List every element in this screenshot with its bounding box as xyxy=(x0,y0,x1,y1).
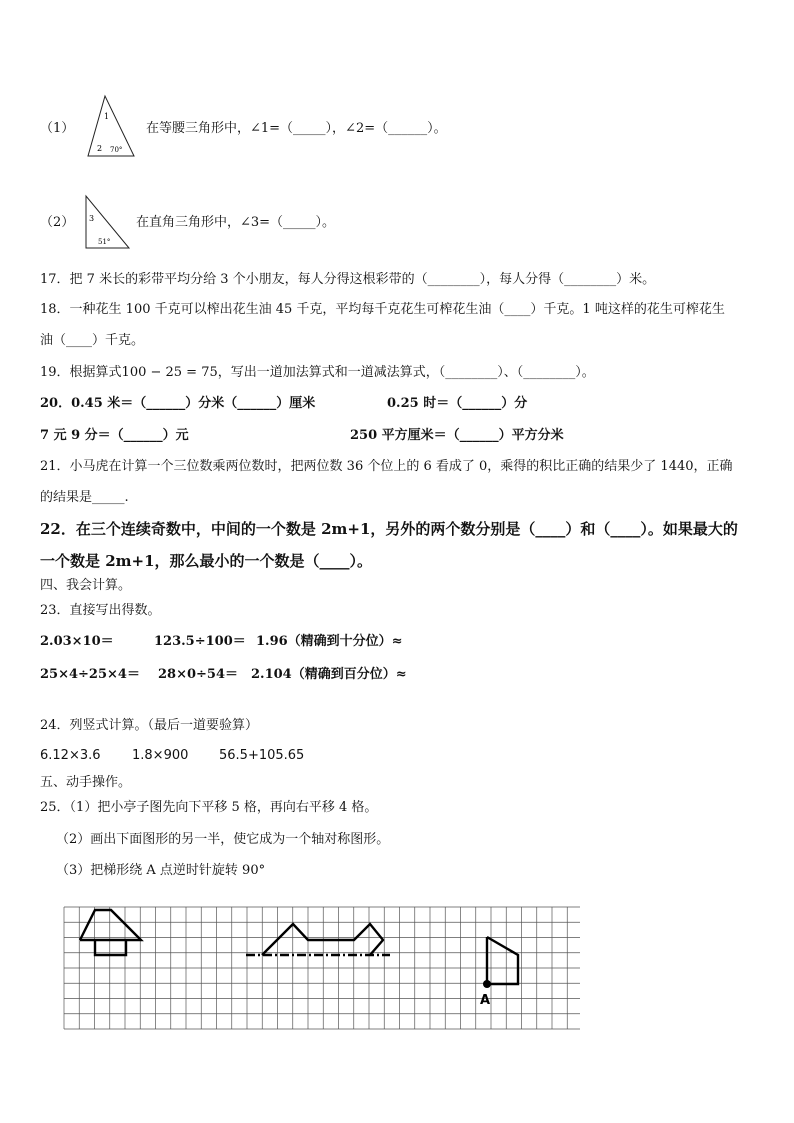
q23-title: 23．直接写出得数。 xyxy=(40,603,161,618)
q25-part-2: （2）画出下面图形的另一半，使它成为一个轴对称图形。 xyxy=(56,832,390,847)
angle-3-label: 3 xyxy=(89,214,95,223)
fig2-index: （2） xyxy=(40,215,75,230)
q20-part-d: 250 平方厘米＝（______）平方分米 xyxy=(350,428,564,443)
angle-70-label: 70° xyxy=(110,146,123,154)
drawing-grid xyxy=(64,907,580,1029)
q21-line2: 的结果是_____. xyxy=(40,490,129,505)
q24-item-2: 1.8×900 xyxy=(132,748,189,763)
q23-r2-c2: 28×0÷54＝ xyxy=(158,667,239,682)
isosceles-triangle-figure xyxy=(84,92,144,162)
q22-line1: 22．在三个连续奇数中，中间的一个数是 2m+1，另外的两个数分别是（____）和（____）。如果最大的 xyxy=(40,520,738,538)
half-figure xyxy=(262,924,383,955)
q18-line2: 油（____）千克。 xyxy=(40,333,145,348)
pavilion-figure xyxy=(80,910,141,955)
q20-part-a: 20．0.45 米＝（______）分米（______）厘米 xyxy=(40,396,316,411)
q18-line1: 18．一种花生 100 千克可以榨出花生油 45 千克，平均每千克花生可榨花生油（____）千克。1 吨这样的花生可榨花生 xyxy=(40,302,725,317)
section-4-heading: 四、我会计算。 xyxy=(40,578,132,593)
q20-part-b: 0.25 时＝（______）分 xyxy=(387,396,528,411)
q23-r1-c3: 1.96（精确到十分位）≈ xyxy=(256,634,403,649)
q23-r2-c3: 2.104（精确到百分位）≈ xyxy=(251,667,407,682)
grid-lines xyxy=(64,907,580,1029)
q19-text: 19．根据算式100 − 25 = 75，写出一道加法算式和一道减法算式，（________）、（________）。 xyxy=(40,365,595,380)
q25-part-3: （3）把梯形绕 A 点逆时针旋转 90° xyxy=(56,863,266,878)
section-5-heading: 五、动手操作。 xyxy=(40,775,132,790)
point-a-dot xyxy=(483,980,491,988)
q23-r2-c1: 25×4÷25×4＝ xyxy=(40,667,140,682)
fig1-text: 在等腰三角形中，∠1=（_____），∠2=（______）。 xyxy=(146,121,447,136)
q23-r1-c1: 2.03×10＝ xyxy=(40,634,114,649)
q24-title: 24．列竖式计算。（最后一道要验算） xyxy=(40,718,259,733)
right-triangle-figure xyxy=(84,194,134,252)
point-a-label: A xyxy=(480,993,491,1008)
q24-item-1: 6.12×3.6 xyxy=(40,748,101,763)
q23-r1-c2: 123.5÷100＝ xyxy=(154,634,246,649)
q21-line1: 21．小马虎在计算一个三位数乘两位数时，把两位数 36 个位上的 6 看成了 0，乘得的积比正确的结果少了 1440，正确 xyxy=(40,459,733,474)
q17-text: 17．把 7 米长的彩带平均分给 3 个小朋友，每人分得这根彩带的（________），每人分得（________）米。 xyxy=(40,272,656,287)
fig2-text: 在直角三角形中，∠3=（_____）。 xyxy=(136,215,336,230)
q24-item-3: 56.5+105.65 xyxy=(219,748,305,763)
angle-1-label: 1 xyxy=(104,112,110,121)
angle-51-label: 51° xyxy=(98,238,111,246)
q25-part-1: 25．（1）把小亭子图先向下平移 5 格，再向右平移 4 格。 xyxy=(40,800,378,815)
fig1-index: （1） xyxy=(40,121,75,136)
q20-part-c: 7 元 9 分＝（______）元 xyxy=(40,428,189,443)
q22-line2: 一个数是 2m+1，那么最小的一个数是（____）。 xyxy=(40,552,373,570)
angle-2-label: 2 xyxy=(97,144,103,153)
trapezoid-figure xyxy=(487,937,518,984)
